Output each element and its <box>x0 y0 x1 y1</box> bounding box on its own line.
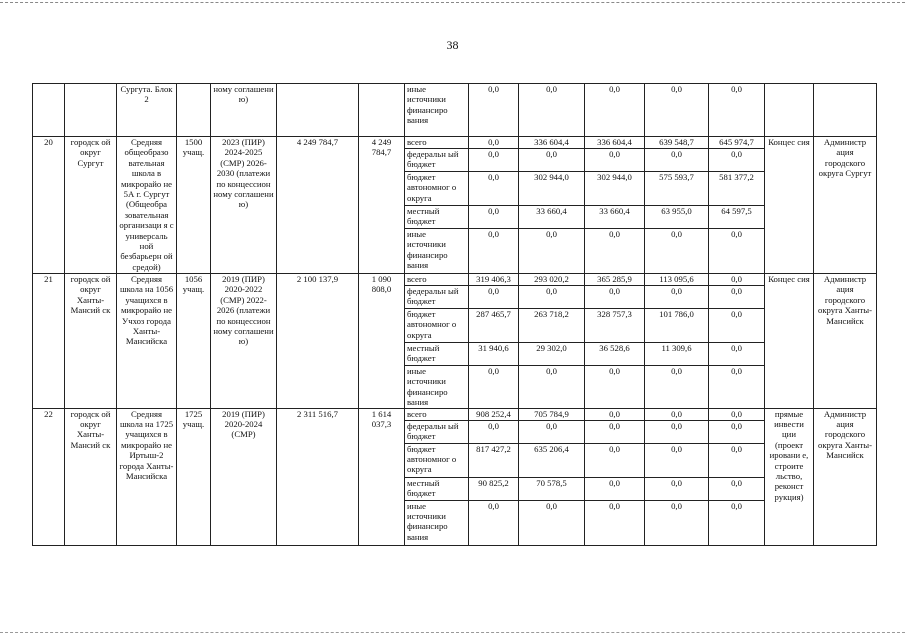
cell-source: всего <box>405 137 469 149</box>
cell-customer: Администр ация городского округа Сургут <box>814 137 877 274</box>
cell-value: 0,0 <box>585 477 645 500</box>
cell-source: федеральн ый бюджет <box>405 286 469 309</box>
cell-value: 0,0 <box>709 420 765 443</box>
cell-value: 0,0 <box>645 408 709 420</box>
cell-mechanism: Концес сия <box>765 274 814 409</box>
cell-period: 2019 (ПИР) 2020-2024 (СМР) <box>211 408 277 545</box>
cell-value: 63 955,0 <box>645 206 709 229</box>
cell-value: 336 604,4 <box>585 137 645 149</box>
cell-value: 0,0 <box>469 206 519 229</box>
table-body <box>33 84 877 546</box>
cell-source: местный бюджет <box>405 343 469 366</box>
cell-value: 0,0 <box>469 286 519 309</box>
cell-territory: городск ой округ Ханты-Мансий ск <box>65 274 117 409</box>
cell-source: иные источники финансиро вания <box>405 229 469 274</box>
cell-value: 365 285,9 <box>585 274 645 286</box>
cell-value: 635 206,4 <box>519 443 585 477</box>
top-edge-line <box>0 2 905 3</box>
cell-value: 0,0 <box>645 229 709 274</box>
cell-value: 0,0 <box>469 229 519 274</box>
cell-value: 908 252,4 <box>469 408 519 420</box>
cell-period: 2019 (ПИР) 2020-2022 (СМР) 2022-2026 (платежи по концессион ному соглашени ю) <box>211 274 277 409</box>
cell-source: иные источники финансиро вания <box>405 84 469 137</box>
cell-limit <box>359 84 405 137</box>
cell-source: всего <box>405 408 469 420</box>
cell-period: 2023 (ПИР) 2024-2025 (СМР) 2026-2030 (платежи по концессион ному соглашени ю) <box>211 137 277 274</box>
cell-value: 302 944,0 <box>519 172 585 206</box>
cell-capacity: 1500 учащ. <box>177 137 211 274</box>
cell-territory <box>65 84 117 137</box>
cell-mechanism: Концес сия <box>765 137 814 274</box>
cell-cost: 2 311 516,7 <box>277 408 359 545</box>
cell-value: 36 528,6 <box>585 343 645 366</box>
table-row <box>33 408 877 420</box>
page-number: 38 <box>446 38 459 52</box>
cell-num: 22 <box>33 408 65 545</box>
cell-value: 0,0 <box>469 149 519 172</box>
cell-value: 263 718,2 <box>519 309 585 343</box>
cell-value: 0,0 <box>585 286 645 309</box>
table-row <box>33 137 877 149</box>
cell-value: 0,0 <box>585 366 645 409</box>
cell-value: 0,0 <box>585 149 645 172</box>
cell-value: 90 825,2 <box>469 477 519 500</box>
investment-table <box>32 83 877 546</box>
cell-source: бюджет автономног о округа <box>405 309 469 343</box>
cell-period: ному соглашени ю) <box>211 84 277 137</box>
cell-value: 0,0 <box>709 343 765 366</box>
cell-source: бюджет автономног о округа <box>405 443 469 477</box>
cell-value: 113 095,6 <box>645 274 709 286</box>
cell-value: 0,0 <box>585 443 645 477</box>
cell-value: 639 548,7 <box>645 137 709 149</box>
cell-customer: Администр ация городского округа Ханты-Мансийск <box>814 408 877 545</box>
cell-territory: городск ой округ Ханты-Мансий ск <box>65 408 117 545</box>
cell-mechanism <box>765 84 814 137</box>
cell-source: иные источники финансиро вания <box>405 500 469 545</box>
cell-value: 0,0 <box>519 84 585 137</box>
cell-value: 0,0 <box>645 286 709 309</box>
cell-value: 0,0 <box>519 366 585 409</box>
table-row <box>33 84 877 137</box>
table-row <box>33 274 877 286</box>
cell-value: 0,0 <box>469 137 519 149</box>
cell-object: Средняя общеобразо вательная школа в микрорайо не 5А г. Сургут (Общеобра зовательная организаци я с универсаль ной безбарьерн ой средой) <box>117 137 177 274</box>
cell-cost: 4 249 784,7 <box>277 137 359 274</box>
cell-value: 0,0 <box>709 477 765 500</box>
cell-num <box>33 84 65 137</box>
cell-value: 0,0 <box>709 229 765 274</box>
cell-value: 0,0 <box>519 149 585 172</box>
cell-source: местный бюджет <box>405 206 469 229</box>
bottom-edge-line <box>0 632 905 633</box>
cell-source: бюджет автономног о округа <box>405 172 469 206</box>
cell-value: 0,0 <box>709 84 765 137</box>
cell-value: 70 578,5 <box>519 477 585 500</box>
cell-value: 64 597,5 <box>709 206 765 229</box>
cell-limit: 1 614 037,3 <box>359 408 405 545</box>
cell-value: 705 784,9 <box>519 408 585 420</box>
cell-limit: 4 249 784,7 <box>359 137 405 274</box>
cell-value: 336 604,4 <box>519 137 585 149</box>
cell-value: 0,0 <box>469 420 519 443</box>
cell-value: 33 660,4 <box>519 206 585 229</box>
cell-mechanism: прямые инвести ции (проект ировани е, строите льство, реконст рукция) <box>765 408 814 545</box>
cell-source: местный бюджет <box>405 477 469 500</box>
cell-customer <box>814 84 877 137</box>
cell-value: 101 786,0 <box>645 309 709 343</box>
cell-capacity: 1056 учащ. <box>177 274 211 409</box>
cell-value: 0,0 <box>519 500 585 545</box>
cell-value: 0,0 <box>645 84 709 137</box>
cell-value: 0,0 <box>709 149 765 172</box>
cell-customer: Администр ация городского округа Ханты-Мансийск <box>814 274 877 409</box>
cell-value: 0,0 <box>469 500 519 545</box>
cell-value: 0,0 <box>709 274 765 286</box>
cell-source: федеральн ый бюджет <box>405 149 469 172</box>
cell-value: 0,0 <box>645 366 709 409</box>
cell-value: 0,0 <box>469 366 519 409</box>
cell-value: 33 660,4 <box>585 206 645 229</box>
cell-value: 319 406,3 <box>469 274 519 286</box>
cell-capacity <box>177 84 211 137</box>
cell-value: 0,0 <box>709 500 765 545</box>
cell-value: 0,0 <box>469 172 519 206</box>
cell-territory: городск ой округ Сургут <box>65 137 117 274</box>
cell-value: 0,0 <box>585 420 645 443</box>
cell-value: 11 309,6 <box>645 343 709 366</box>
cell-value: 0,0 <box>585 500 645 545</box>
cell-cost <box>277 84 359 137</box>
cell-value: 0,0 <box>519 286 585 309</box>
cell-source: иные источники финансиро вания <box>405 366 469 409</box>
cell-cost: 2 100 137,9 <box>277 274 359 409</box>
cell-value: 0,0 <box>645 149 709 172</box>
cell-value: 302 944,0 <box>585 172 645 206</box>
cell-value: 0,0 <box>709 443 765 477</box>
cell-object: Сургута. Блок 2 <box>117 84 177 137</box>
cell-value: 0,0 <box>469 84 519 137</box>
cell-value: 575 593,7 <box>645 172 709 206</box>
cell-num: 21 <box>33 274 65 409</box>
cell-value: 293 020,2 <box>519 274 585 286</box>
cell-value: 0,0 <box>519 229 585 274</box>
cell-value: 0,0 <box>645 420 709 443</box>
cell-value: 581 377,2 <box>709 172 765 206</box>
cell-object: Средняя школа на 1056 учащихся в микрорайо не Учхоз города Ханты-Мансийска <box>117 274 177 409</box>
cell-capacity: 1725 учащ. <box>177 408 211 545</box>
cell-value: 0,0 <box>645 443 709 477</box>
cell-value: 29 302,0 <box>519 343 585 366</box>
cell-value: 0,0 <box>585 229 645 274</box>
cell-value: 0,0 <box>709 366 765 409</box>
cell-value: 287 465,7 <box>469 309 519 343</box>
cell-source: федеральн ый бюджет <box>405 420 469 443</box>
cell-value: 0,0 <box>585 408 645 420</box>
cell-source: всего <box>405 274 469 286</box>
cell-value: 0,0 <box>585 84 645 137</box>
cell-value: 0,0 <box>709 309 765 343</box>
cell-value: 0,0 <box>709 286 765 309</box>
cell-value: 0,0 <box>645 477 709 500</box>
cell-value: 0,0 <box>645 500 709 545</box>
cell-value: 0,0 <box>709 408 765 420</box>
cell-value: 0,0 <box>519 420 585 443</box>
cell-value: 31 940,6 <box>469 343 519 366</box>
cell-value: 817 427,2 <box>469 443 519 477</box>
cell-value: 645 974,7 <box>709 137 765 149</box>
cell-limit: 1 090 808,0 <box>359 274 405 409</box>
cell-num: 20 <box>33 137 65 274</box>
cell-value: 328 757,3 <box>585 309 645 343</box>
cell-object: Средняя школа на 1725 учащихся в микрорайо не Иртыш-2 города Ханты-Мансийска <box>117 408 177 545</box>
